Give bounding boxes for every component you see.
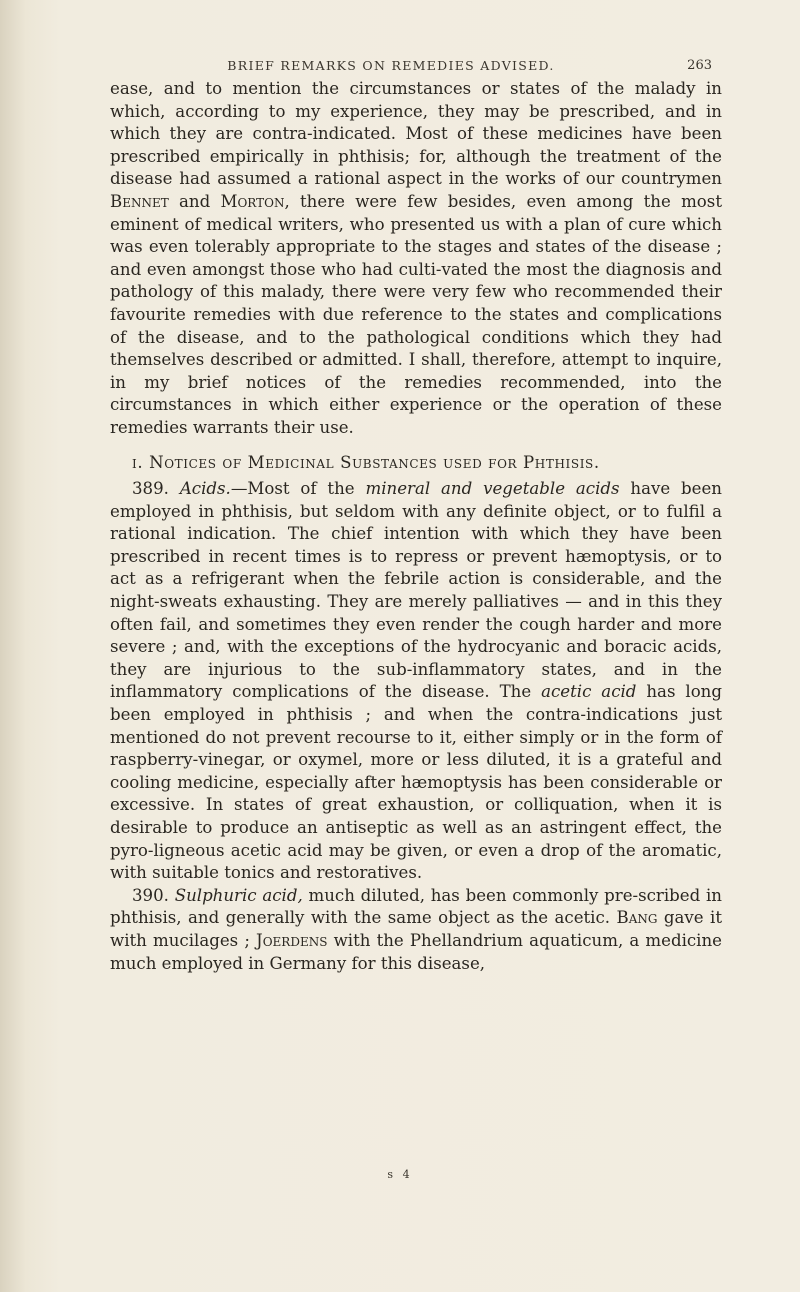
p389-text-2: have been employed in phthisis, but seldom with any definite object, or to fulfil a rational indication. The chief intention with which they have been prescribed in recent times is to repress or prevent hæmoptysis, or to act as a refrigerant when the febrile action is considerable, and the night-sweats exhausting. They are merely palliatives — and in this they often fail, and sometimes they even render the cough harder and more severe ; and, with the exceptions of the hydrocyanic and boracic acids, they are injurious to the sub-inflammatory states, and in the inflammatory complications of the disease. The xyxy=(110,479,722,702)
author-bang: Bang xyxy=(616,908,658,928)
author-morton: Morton xyxy=(220,191,285,211)
page-header xyxy=(70,58,712,80)
p389-text-3: has long been employed in phthisis ; and when the contra-indications just mentioned do not prevent recourse to it, either simply or in the form of raspberry-vinegar, or oxymel, more or less diluted, it is a grateful and cooling medicine, especially after hæmoptysis has been considerable or excessive. In states of great exhaustion, or colliquation, when it is desirable to produce an antiseptic as well as an astringent effect, the pyro-ligneous acetic acid may be given, or even a drop of the aromatic, with suitable tonics and restoratives. xyxy=(110,682,722,883)
page-number: 263 xyxy=(687,58,712,73)
paragraph-389 xyxy=(110,478,722,885)
p390-text-3: with the Phellandrium aquaticum, a medicine much employed in Germany for this disease, xyxy=(110,930,722,973)
p389-text-1: —Most of the xyxy=(230,479,366,499)
p389-emphasis-2: acetic acid xyxy=(541,682,637,702)
intro-text-3: , there were few besides, even among the most eminent of medical writers, who presented us with a plan of cure which was even tolerably appropriate to the stages and states of the disease ; and even amongst those who had culti-vated the most the diagnosis and pathology of this malady, there were very few who recommended their favourite remedies with due reference to the states and complications of the disease, and to the pathological conditions which they had themselves described or admitted. I shall, therefore, attempt to inquire, in my brief notices of the remedies recommended, into the circumstances in which either experience or the operation of these remedies warrants their use. xyxy=(110,191,722,437)
running-head: BRIEF REMARKS ON REMEDIES ADVISED. xyxy=(227,58,555,73)
paragraph-number: 390. xyxy=(132,885,175,905)
paragraph-390 xyxy=(110,885,722,975)
signature-mark: s 4 xyxy=(387,1168,413,1181)
p389-emphasis-1: mineral and vegetable acids xyxy=(365,479,620,499)
p390-text-1: much diluted, has been commonly pre-scribed in phthisis, and generally with the same object as the acetic. xyxy=(110,885,722,928)
section-heading: i. Notices of Medicinal Substances used for Phthisis. xyxy=(132,452,600,472)
paragraph-title: Acids. xyxy=(179,479,231,499)
paragraph-number: 389. xyxy=(132,479,180,499)
intro-text-1: ease, and to mention the circumstances or states of the malady in which, according to my experience, they may be prescribed, and in which they are contra-indicated. Most of these medicines have been prescribed empirically in phthisis; for, although the treatment of the disease had assumed a rational aspect in the works of our countrymen xyxy=(110,79,722,189)
intro-paragraph xyxy=(110,78,722,440)
intro-text-2: and xyxy=(168,191,221,211)
paragraph-title: Sulphuric acid, xyxy=(174,885,303,905)
author-bennet: Bennet xyxy=(110,191,169,211)
author-joerdens: Joerdens xyxy=(256,930,328,950)
body-text xyxy=(110,78,722,975)
p390-text-2: gave it with mucilages ; xyxy=(110,908,722,950)
